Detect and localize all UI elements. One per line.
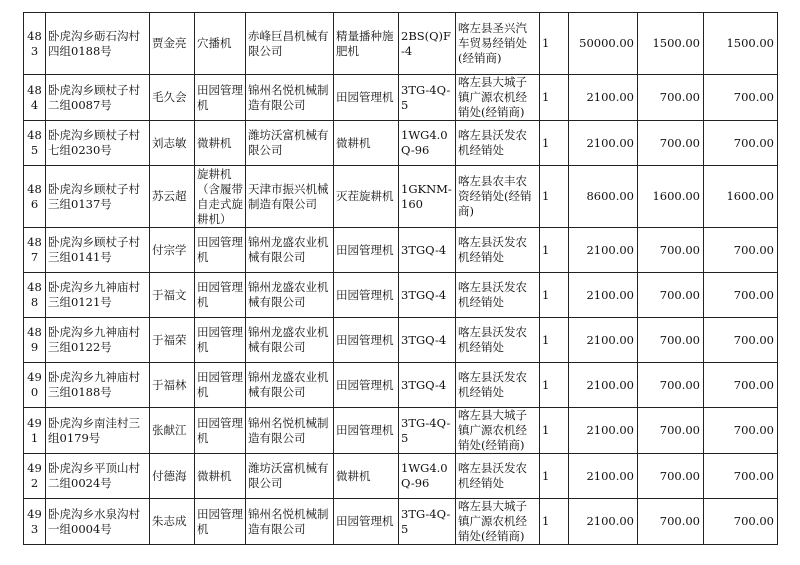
total-subsidy-cell: 700.00 — [704, 408, 778, 454]
table-row — [24, 121, 778, 166]
price-cell: 2100.00 — [569, 454, 638, 499]
dealer-cell: 喀左县沃发农机经销处 — [456, 273, 540, 318]
total-subsidy-cell: 700.00 — [704, 121, 778, 166]
product-cell: 微耕机 — [334, 454, 399, 499]
category-cell: 穴播机 — [195, 13, 246, 75]
category-cell: 田园管理机 — [195, 408, 246, 454]
quantity-cell: 1 — [540, 363, 569, 408]
name-cell: 朱志成 — [150, 499, 195, 545]
row-number: 487 — [24, 228, 46, 273]
product-cell: 精量播种施肥机 — [334, 13, 399, 75]
category-cell: 田园管理机 — [195, 273, 246, 318]
name-cell: 张献江 — [150, 408, 195, 454]
address-cell: 卧虎沟乡顾杖子村三组0137号 — [46, 166, 150, 228]
address-cell: 卧虎沟乡南洼村三组0179号 — [46, 408, 150, 454]
manufacturer-cell: 锦州龙盛农业机械有限公司 — [246, 228, 334, 273]
name-cell: 毛久会 — [150, 75, 195, 121]
model-cell: 3TG-4Q-5 — [399, 499, 456, 545]
name-cell: 贾金亮 — [150, 13, 195, 75]
product-cell: 田园管理机 — [334, 318, 399, 363]
model-cell: 1GKNM-160 — [399, 166, 456, 228]
name-cell: 苏云超 — [150, 166, 195, 228]
dealer-cell: 喀左县大城子镇广源农机经销处(经销商) — [456, 499, 540, 545]
category-cell: 田园管理机 — [195, 363, 246, 408]
subsidy-cell: 700.00 — [638, 318, 704, 363]
row-number: 484 — [24, 75, 46, 121]
name-cell: 刘志敏 — [150, 121, 195, 166]
dealer-cell: 喀左县圣兴汽车贸易经销处(经销商) — [456, 13, 540, 75]
table-row — [24, 75, 778, 121]
product-cell: 田园管理机 — [334, 499, 399, 545]
price-cell: 2100.00 — [569, 499, 638, 545]
price-cell: 2100.00 — [569, 408, 638, 454]
price-cell: 8600.00 — [569, 166, 638, 228]
price-cell: 2100.00 — [569, 318, 638, 363]
address-cell: 卧虎沟乡九神庙村三组0121号 — [46, 273, 150, 318]
category-cell: 微耕机 — [195, 121, 246, 166]
manufacturer-cell: 锦州龙盛农业机械有限公司 — [246, 273, 334, 318]
subsidy-cell: 1600.00 — [638, 166, 704, 228]
address-cell: 卧虎沟乡顾杖子村七组0230号 — [46, 121, 150, 166]
subsidy-cell: 700.00 — [638, 228, 704, 273]
category-cell: 微耕机 — [195, 454, 246, 499]
table-row — [24, 499, 778, 545]
model-cell: 3TG-4Q-5 — [399, 75, 456, 121]
subsidy-cell: 700.00 — [638, 75, 704, 121]
product-cell: 田园管理机 — [334, 408, 399, 454]
name-cell: 付宗学 — [150, 228, 195, 273]
row-number: 492 — [24, 454, 46, 499]
total-subsidy-cell: 700.00 — [704, 318, 778, 363]
manufacturer-cell: 潍坊沃富机械有限公司 — [246, 454, 334, 499]
subsidy-cell: 700.00 — [638, 363, 704, 408]
address-cell: 卧虎沟乡九神庙村三组0188号 — [46, 363, 150, 408]
quantity-cell: 1 — [540, 273, 569, 318]
manufacturer-cell: 天津市振兴机械制造有限公司 — [246, 166, 334, 228]
total-subsidy-cell: 700.00 — [704, 273, 778, 318]
dealer-cell: 喀左县沃发农机经销处 — [456, 363, 540, 408]
total-subsidy-cell: 1500.00 — [704, 13, 778, 75]
dealer-cell: 喀左县农丰农资经销处(经销商) — [456, 166, 540, 228]
name-cell: 于福林 — [150, 363, 195, 408]
model-cell: 3TGQ-4 — [399, 363, 456, 408]
manufacturer-cell: 锦州名悦机械制造有限公司 — [246, 75, 334, 121]
row-number: 489 — [24, 318, 46, 363]
total-subsidy-cell: 700.00 — [704, 228, 778, 273]
price-cell: 2100.00 — [569, 273, 638, 318]
total-subsidy-cell: 700.00 — [704, 363, 778, 408]
quantity-cell: 1 — [540, 75, 569, 121]
table-row — [24, 228, 778, 273]
table-row — [24, 13, 778, 75]
subsidy-cell: 1500.00 — [638, 13, 704, 75]
row-number: 491 — [24, 408, 46, 454]
subsidy-table — [23, 12, 778, 545]
manufacturer-cell: 锦州名悦机械制造有限公司 — [246, 408, 334, 454]
subsidy-cell: 700.00 — [638, 273, 704, 318]
dealer-cell: 喀左县沃发农机经销处 — [456, 318, 540, 363]
address-cell: 卧虎沟乡顾杖子村二组0087号 — [46, 75, 150, 121]
price-cell: 2100.00 — [569, 363, 638, 408]
row-number: 488 — [24, 273, 46, 318]
quantity-cell: 1 — [540, 166, 569, 228]
product-cell: 微耕机 — [334, 121, 399, 166]
row-number: 483 — [24, 13, 46, 75]
model-cell: 3TGQ-4 — [399, 273, 456, 318]
quantity-cell: 1 — [540, 408, 569, 454]
subsidy-cell: 700.00 — [638, 408, 704, 454]
row-number: 485 — [24, 121, 46, 166]
price-cell: 2100.00 — [569, 75, 638, 121]
price-cell: 50000.00 — [569, 13, 638, 75]
total-subsidy-cell: 700.00 — [704, 454, 778, 499]
manufacturer-cell: 赤峰巨昌机械有限公司 — [246, 13, 334, 75]
address-cell: 卧虎沟乡水泉沟村一组0004号 — [46, 499, 150, 545]
product-cell: 田园管理机 — [334, 363, 399, 408]
dealer-cell: 喀左县沃发农机经销处 — [456, 228, 540, 273]
row-number: 493 — [24, 499, 46, 545]
manufacturer-cell: 锦州龙盛农业机械有限公司 — [246, 363, 334, 408]
category-cell: 田园管理机 — [195, 228, 246, 273]
model-cell: 1WG4.0Q-96 — [399, 454, 456, 499]
quantity-cell: 1 — [540, 454, 569, 499]
dealer-cell: 喀左县大城子镇广源农机经销处(经销商) — [456, 75, 540, 121]
model-cell: 1WG4.0Q-96 — [399, 121, 456, 166]
quantity-cell: 1 — [540, 228, 569, 273]
table-row — [24, 318, 778, 363]
total-subsidy-cell: 1600.00 — [704, 166, 778, 228]
table-row — [24, 408, 778, 454]
product-cell: 田园管理机 — [334, 228, 399, 273]
product-cell: 田园管理机 — [334, 75, 399, 121]
address-cell: 卧虎沟乡顾杖子村三组0141号 — [46, 228, 150, 273]
total-subsidy-cell: 700.00 — [704, 75, 778, 121]
category-cell: 田园管理机 — [195, 499, 246, 545]
product-cell: 田园管理机 — [334, 273, 399, 318]
quantity-cell: 1 — [540, 121, 569, 166]
subsidy-cell: 700.00 — [638, 121, 704, 166]
dealer-cell: 喀左县沃发农机经销处 — [456, 121, 540, 166]
price-cell: 2100.00 — [569, 121, 638, 166]
name-cell: 付德海 — [150, 454, 195, 499]
row-number: 486 — [24, 166, 46, 228]
category-cell: 田园管理机 — [195, 75, 246, 121]
model-cell: 3TGQ-4 — [399, 318, 456, 363]
manufacturer-cell: 锦州龙盛农业机械有限公司 — [246, 318, 334, 363]
table-row — [24, 454, 778, 499]
model-cell: 2BS(Q)F-4 — [399, 13, 456, 75]
table-row — [24, 363, 778, 408]
address-cell: 卧虎沟乡平顶山村二组0024号 — [46, 454, 150, 499]
price-cell: 2100.00 — [569, 228, 638, 273]
category-cell: 旋耕机（含履带自走式旋耕机） — [195, 166, 246, 228]
table-body — [24, 13, 778, 545]
row-number: 490 — [24, 363, 46, 408]
quantity-cell: 1 — [540, 13, 569, 75]
manufacturer-cell: 潍坊沃富机械有限公司 — [246, 121, 334, 166]
dealer-cell: 喀左县大城子镇广源农机经销处(经销商) — [456, 408, 540, 454]
name-cell: 于福文 — [150, 273, 195, 318]
table-row — [24, 273, 778, 318]
table-row — [24, 166, 778, 228]
total-subsidy-cell: 700.00 — [704, 499, 778, 545]
model-cell: 3TGQ-4 — [399, 228, 456, 273]
manufacturer-cell: 锦州名悦机械制造有限公司 — [246, 499, 334, 545]
dealer-cell: 喀左县沃发农机经销处 — [456, 454, 540, 499]
model-cell: 3TG-4Q-5 — [399, 408, 456, 454]
quantity-cell: 1 — [540, 318, 569, 363]
address-cell: 卧虎沟乡砺石沟村四组0188号 — [46, 13, 150, 75]
category-cell: 田园管理机 — [195, 318, 246, 363]
subsidy-cell: 700.00 — [638, 499, 704, 545]
address-cell: 卧虎沟乡九神庙村三组0122号 — [46, 318, 150, 363]
name-cell: 于福荣 — [150, 318, 195, 363]
product-cell: 灭茬旋耕机 — [334, 166, 399, 228]
subsidy-cell: 700.00 — [638, 454, 704, 499]
quantity-cell: 1 — [540, 499, 569, 545]
